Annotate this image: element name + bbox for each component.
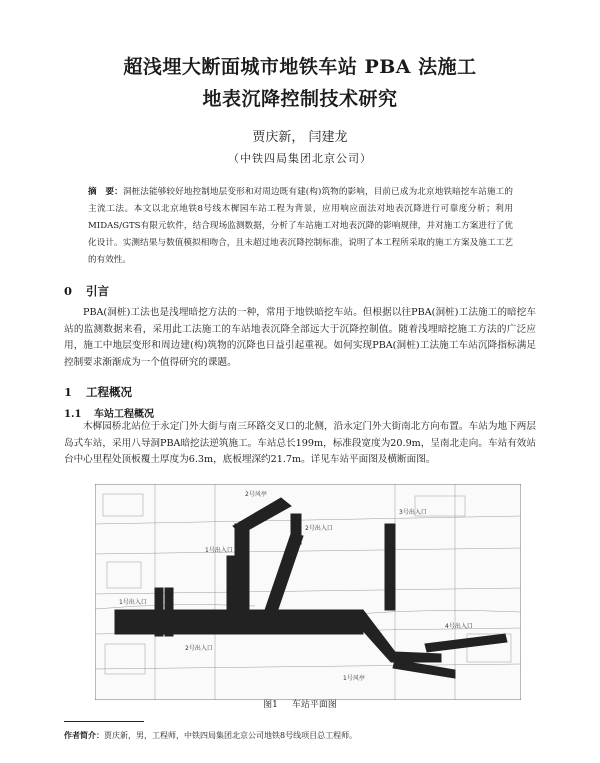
section-1-title: 工程概况	[86, 385, 132, 399]
author-footnote	[64, 730, 357, 741]
figure-caption-text: 车站平面图	[291, 700, 337, 710]
abstract-text: 洞桩法能够较好地控制地层变形和对周边既有建(构)筑物的影响，目前已成为北京地铁暗挖车站施工的主流工法。本文以北京地铁8号线木樨园车站工程为背景，应用响应面法对地表沉降进行可靠度分析；利用MIDAS/GTS有限元软件，结合现场监测数据，分析了车站施工对地表沉降的影响规律，并对施工方案进行了优化设计。实测结果与数值模拟相吻合，且未超过地表沉降控制标准，说明了本工程所采取的施工方案及施工工艺的有效性。	[88, 187, 513, 265]
section-1-1-heading	[64, 405, 154, 420]
section-1-heading	[64, 384, 132, 400]
fig-label-f: 1号风亭	[343, 675, 365, 682]
fig-label-h: 2号出入口	[185, 645, 213, 652]
abstract	[88, 184, 513, 269]
fig-label-d: 3号出入口	[399, 509, 427, 516]
fig-label-c: 2号出入口	[305, 525, 333, 532]
fig-label-e: 4号出入口	[445, 623, 473, 630]
fig-label-g: 1号出入口	[119, 599, 147, 606]
figure-number: 图1	[263, 700, 278, 710]
section-1-number: 1	[64, 385, 73, 399]
section-1-1-title: 车站工程概况	[94, 409, 154, 420]
section-0-heading	[64, 283, 109, 299]
paper-title-line2: 地表沉降控制技术研究	[202, 88, 398, 110]
station-overview-paragraph: 木樨园桥北站位于永定门外大街与南三环路交叉口的北侧，沿永定门外大街南北方向布置。车站为地下两层岛式车站，采用八导洞PBA暗挖法逆筑施工。车站总长199m，标准段宽度为20.9m，呈南北走向。车站有效站台中心里程处顶板覆土厚度为6.3m，底板埋深约21.7m。详见车站平面图及横断面图。	[64, 421, 536, 466]
paper-title-line1: 超浅埋大断面城市地铁车站 PBA 法施工	[123, 56, 477, 78]
section-0-number: 0	[64, 284, 73, 298]
footnote-label: 作者简介：	[64, 730, 104, 740]
intro-paragraph: PBA(洞桩)工法也是浅埋暗挖方法的一种，常用于地铁暗挖车站。但根据以往PBA(洞桩)工法施工的暗挖车站的监测数据来看，采用此工法施工的车站地表沉降全部远大于沉降控制值。随着浅埋暗挖施工方法的广泛应用，施工中地层变形和周边建(构)筑物的沉降也日益引起重视。如何实现PBA(洞桩)工法施工车站沉降指标满足控制要求渐渐成为一个值得研究的课题。	[64, 307, 536, 368]
station-plan-figure	[95, 484, 521, 700]
abstract-label: 摘 要：	[88, 187, 123, 197]
footnote-text: 贾庆新，男，工程师，中铁四局集团北京公司地铁8号线项目总工程师。	[104, 731, 358, 740]
section-1-1-number: 1.1	[64, 409, 82, 420]
fig-label-a: 2号风亭	[245, 491, 267, 498]
figure-caption	[0, 697, 600, 710]
footnote-rule	[64, 721, 144, 722]
affiliation: （中铁四局集团北京公司）	[228, 152, 372, 165]
fig-label-b: 1号出入口	[205, 547, 233, 554]
section-0-title: 引言	[86, 284, 109, 298]
authors: 贾庆新， 闫建龙	[252, 130, 348, 145]
